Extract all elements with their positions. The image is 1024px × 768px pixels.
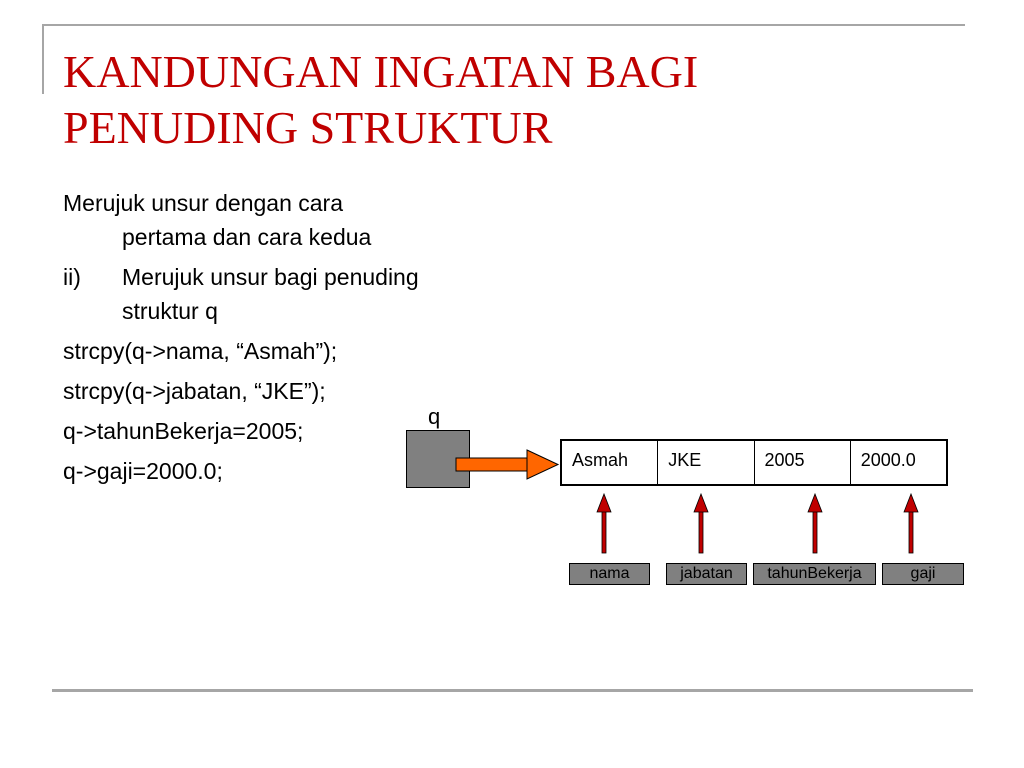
- field-label-gaji: gaji: [882, 563, 964, 585]
- title-line-2: PENUDING STRUKTUR: [63, 102, 553, 153]
- field-arrow-tahunbekerja: [808, 494, 822, 553]
- frame-left-rule: [42, 24, 44, 94]
- frame-bottom-rule: [52, 689, 973, 692]
- memory-cell-tahunbekerja: 2005: [755, 441, 851, 484]
- memory-struct: [560, 439, 948, 486]
- title-line-1: KANDUNGAN INGATAN BAGI: [63, 46, 699, 97]
- field-label-tahunbekerja: tahunBekerja: [753, 563, 876, 585]
- memory-cell-gaji: 2000.0: [860, 450, 916, 470]
- list-item-text-continued: struktur q: [122, 298, 218, 324]
- memory-cell-jabatan: JKE: [658, 441, 754, 484]
- list-item-number: ii): [63, 264, 81, 290]
- code-line-1: strcpy(q->nama, “Asmah”);: [63, 338, 338, 364]
- field-arrow-nama: [597, 494, 611, 553]
- slide-title: [63, 44, 943, 156]
- frame-top-rule: [42, 24, 965, 26]
- list-item-ii: [63, 260, 523, 328]
- pointer-label: q: [428, 404, 441, 429]
- intro-line: Merujuk unsur dengan cara: [63, 190, 343, 216]
- code-line-2: strcpy(q->jabatan, “JKE”);: [63, 378, 326, 404]
- intro-line-continued: pertama dan cara kedua: [122, 224, 372, 250]
- field-arrow-gaji: [904, 494, 918, 553]
- intro-paragraph: [63, 186, 523, 254]
- memory-cell-nama: Asmah: [562, 441, 658, 484]
- field-label-jabatan: jabatan: [666, 563, 747, 585]
- field-arrow-jabatan: [694, 494, 708, 553]
- code-line-3: q->tahunBekerja=2005;: [63, 418, 304, 444]
- list-item-text: Merujuk unsur bagi penuding: [122, 264, 419, 290]
- code-line-4: q->gaji=2000.0;: [63, 458, 223, 484]
- field-label-nama: nama: [569, 563, 650, 585]
- pointer-box: [406, 430, 470, 488]
